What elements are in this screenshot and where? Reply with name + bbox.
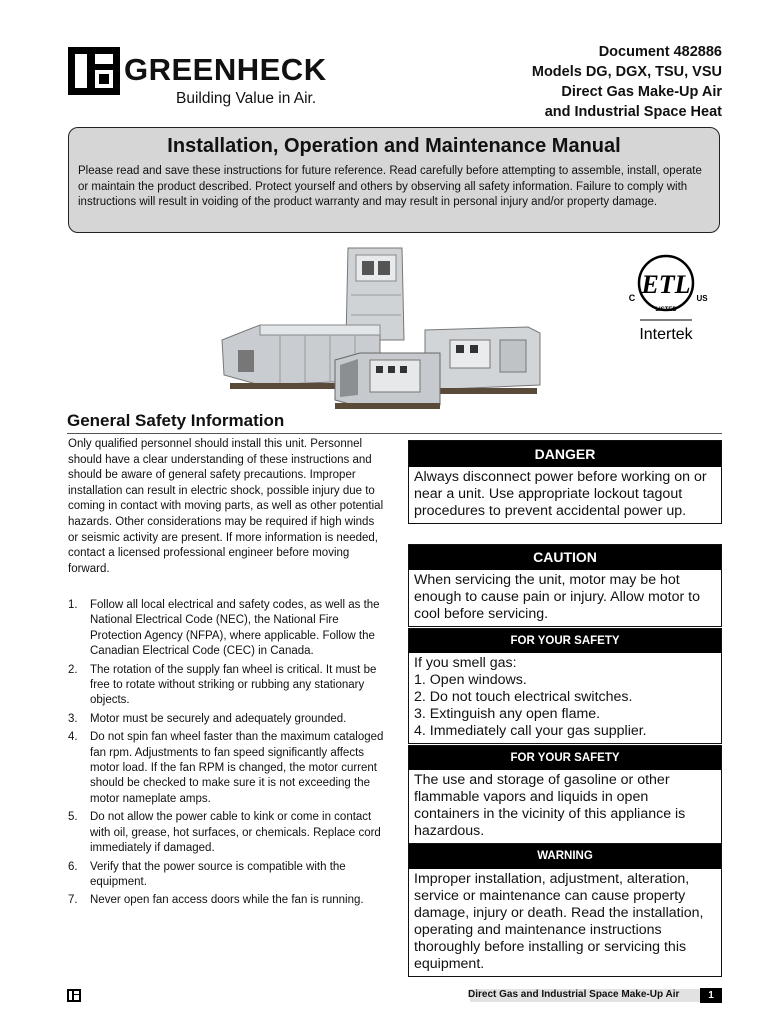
product-image xyxy=(220,245,550,410)
gas-safety-body xyxy=(409,653,721,743)
list-item: 4. Do not spin fan wheel faster than the maximum cataloged fan rpm. Adjustments to fan speed significantly affects motor load. If the fan RPM is changed, the motor current should be checked to make sure it is not exceeding the motor nameplate amps. xyxy=(68,731,384,805)
danger-notice xyxy=(408,440,722,524)
gas-safety-lead: If you smell gas: xyxy=(414,655,517,671)
etl-c-mark: C xyxy=(628,293,636,303)
product-line-1: Direct Gas Make-Up Air xyxy=(561,84,722,100)
registered-mark: ® xyxy=(115,84,121,91)
list-item: 7. Never open fan access doors while the fan is running. xyxy=(68,894,364,907)
warning-notice xyxy=(408,843,722,977)
warning-text: Improper installation, adjustment, alteration, service or maintenance can cause property damage, injury or death. Read the installation, operating and maintenance instructions thoroughly before installing or servicing this equipment. xyxy=(414,871,704,972)
list-item: 1. Open windows. xyxy=(414,672,527,688)
manual-banner xyxy=(68,127,720,233)
footer-logo-icon xyxy=(67,989,81,1002)
gas-safety-steps xyxy=(414,672,716,740)
footer-title: Direct Gas and Industrial Space Make-Up Air xyxy=(468,989,680,1000)
caution-notice xyxy=(408,544,722,627)
safety-intro: Only qualified personnel should install this unit. Personnel should have a clear understanding of these instructions and should be aware of general safety precautions. Improper installation can result in electric shock, possible injury due to coming in contact with moving parts, as well as other potential hazards. Other considerations may be required if high winds or seismic activity are present. If more information is needed, contact a licensed professional engineer before moving forward. xyxy=(68,438,384,575)
etl-listed-icon xyxy=(626,253,706,373)
caution-text: When servicing the unit, motor may be hot enough to cause pain or injury. Allow motor to cool before servicing. xyxy=(414,572,701,622)
gas-safety-notice xyxy=(408,628,722,744)
vapor-safety-notice xyxy=(408,745,722,844)
list-item: 3. Motor must be securely and adequately grounded. xyxy=(68,712,347,725)
intertek-label: Intertek xyxy=(639,326,693,343)
tagline: Building Value in Air. xyxy=(176,90,317,107)
etl-mark: ETL xyxy=(641,270,691,299)
caution-label: CAUTION xyxy=(409,545,721,570)
document-number: Document 482886 xyxy=(598,44,722,60)
etl-listed-text: LISTED xyxy=(655,307,677,313)
list-item: 2. The rotation of the supply fan wheel is critical. It must be free to rotate without striking or rubbing any stationary objects. xyxy=(68,663,377,707)
document-info xyxy=(532,42,722,122)
danger-text: Always disconnect power before working on or near a unit. Use appropriate lockout tagout procedures to prevent accidental power up. xyxy=(414,469,707,519)
etl-us-mark: US xyxy=(696,294,708,303)
models-line: Models DG, DGX, TSU, VSU xyxy=(531,64,722,80)
warning-label: WARNING xyxy=(409,844,721,869)
list-item: 2. Do not touch electrical switches. xyxy=(414,689,633,705)
list-item: 3. Extinguish any open flame. xyxy=(414,706,601,722)
list-item: 1. Follow all local electrical and safety codes, as well as the National Electrical Code (NEC), the National Fire Protection Agency (NFPA), where applicable. Follow the Canadian Electrical Code (CEC) in Canada. xyxy=(68,599,380,658)
logo-wordmark: GREENHECK xyxy=(124,52,327,87)
list-item: 6. Verify that the power source is compatible with the equipment. xyxy=(68,860,346,888)
manual-intro-text: Please read and save these instructions for future reference. Read carefully before attempting to assemble, install, operate or maintain the product described. Protect yourself and others by observing all safety information. Failure to comply with instructions will result in voiding of the product warranty and may result in personal injury and/or property damage. xyxy=(78,165,702,209)
vapor-safety-label: FOR YOUR SAFETY xyxy=(409,746,721,770)
manual-title: Installation, Operation and Maintenance Manual xyxy=(167,135,621,157)
vapor-safety-text: The use and storage of gasoline or other flammable vapors and liquids in open containers in the vicinity of this appliance is hazardous. xyxy=(414,772,686,839)
danger-label: DANGER xyxy=(409,441,721,467)
safety-list xyxy=(68,598,386,912)
page-number: 1 xyxy=(700,988,722,1003)
greenheck-logo-icon xyxy=(67,46,121,96)
gas-safety-label: FOR YOUR SAFETY xyxy=(409,629,721,653)
section-divider xyxy=(67,433,722,434)
list-item: 4. Immediately call your gas supplier. xyxy=(414,723,647,739)
list-item: 5. Do not allow the power cable to kink or come in contact with oil, grease, hot surfaces, or chemicals. Replace cord immediately if damaged. xyxy=(68,811,381,855)
product-line-2: and Industrial Space Heat xyxy=(544,104,722,120)
section-title: General Safety Information xyxy=(67,411,285,430)
